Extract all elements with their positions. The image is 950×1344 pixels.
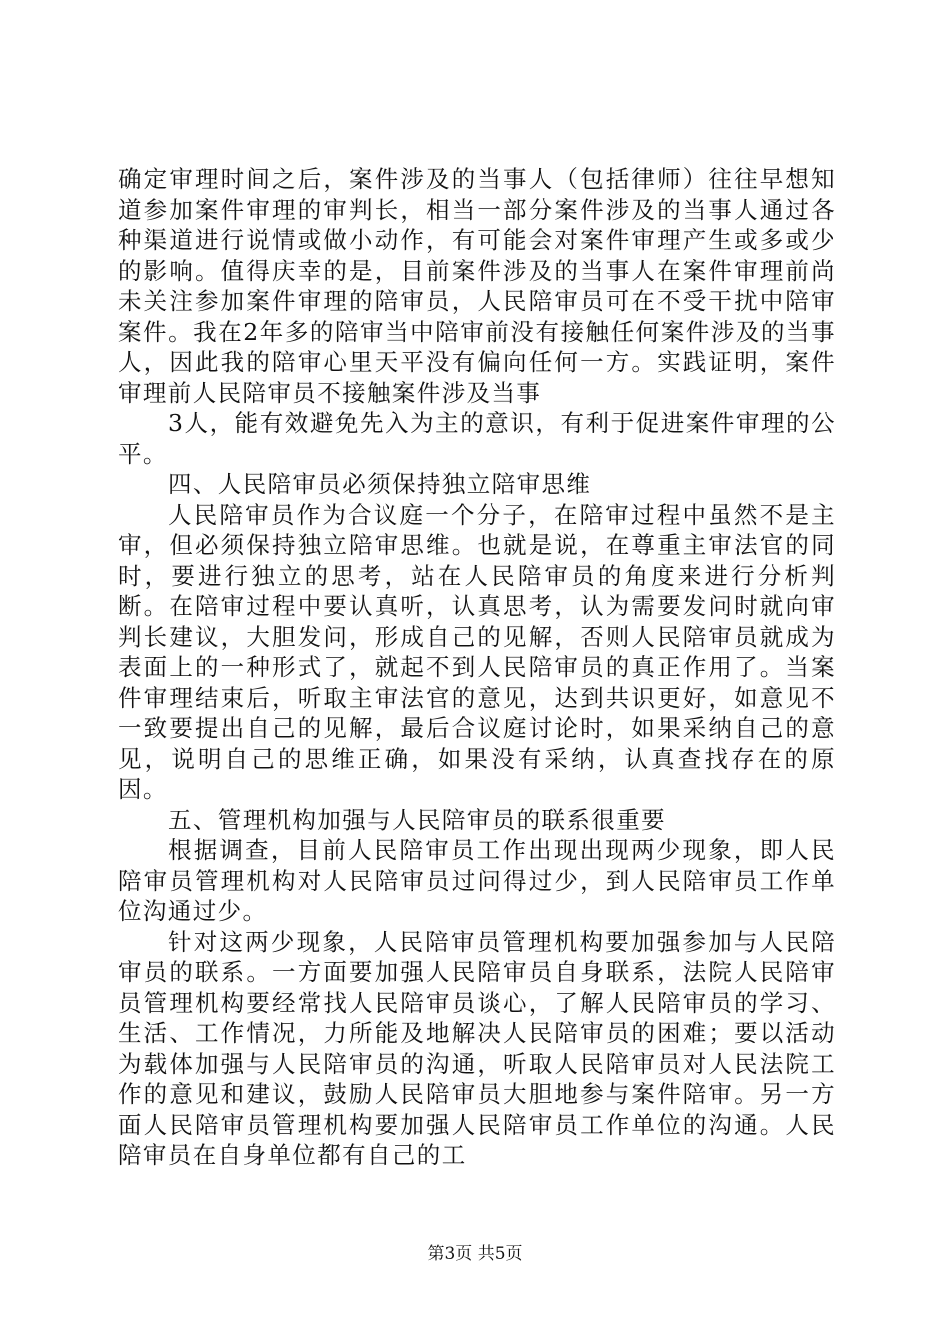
section-heading-4: 四、人民陪审员必须保持独立陪审思维 <box>168 470 592 498</box>
paragraph-continuation: 确定审理时间之后，案件涉及的当事人（包括律师）往往早想知道参加案件审理的审判长，相当一部分案件涉及的当事人通过各种渠道进行说情或做小动作，有可能会对案件审理产生或多或少的影响。值得庆幸的是，目前案件涉及的当事人在案件审理前尚未关注参加案件审理的陪审员，人民陪审员可在不受干扰中陪审案件。我在2年多的陪审当中陪审前没有接触任何案件涉及的当事人，因此我的陪审心里天平没有偏向任何一方。实践证明，案件审理前人民陪审员不接触案件涉及当事 <box>118 165 836 407</box>
paragraph-section-4: 人民陪审员作为合议庭一个分子，在陪审过程中虽然不是主审，但必须保持独立陪审思维。也就是说，在尊重主审法官的同时，要进行独立的思考，站在人民陪审员的角度来进行分析判断。在陪审过程中要认真听，认真思考，认为需要发问时就向审判长建议，大胆发问，形成自己的见解，否则人民陪审员就成为表面上的一种形式了，就起不到人民陪审员的真正作用了。当案件审理结束后，听取主审法官的意见，达到共识更好，如意见不一致要提出自己的见解，最后合议庭讨论时，如果采纳自己的意见，说明自己的思维正确，如果没有采纳，认真查找存在的原因。 <box>118 500 836 803</box>
document-body <box>118 164 836 1171</box>
paragraph-section-5-measures: 针对这两少现象，人民陪审员管理机构要加强参加与人民陪审员的联系。一方面要加强人民陪审员自身联系，法院人民陪审员管理机构要经常找人民陪审员谈心，了解人民陪审员的学习、生活、工作情况，力所能及地解决人民陪审员的困难；要以活动为载体加强与人民陪审员的沟通，听取人民陪审员对人民法院工作的意见和建议，鼓励人民陪审员大胆地参与案件陪审。另一方面人民陪审员管理机构要加强人民陪审员工作单位的沟通。人民陪审员在自身单位都有自己的工 <box>118 927 836 1169</box>
page-footer: 第3页 共5页 <box>427 1244 523 1264</box>
paragraph-continuation-end: 3人，能有效避免先入为主的意识，有利于促进案件审理的公平。 <box>118 409 836 468</box>
section-heading-5: 五、管理机构加强与人民陪审员的联系很重要 <box>168 805 666 834</box>
paragraph-section-5-survey: 根据调查，目前人民陪审员工作出现出现两少现象，即人民陪审员管理机构对人民陪审员过问得过少，到人民陪审员工作单位沟通过少。 <box>118 836 836 925</box>
